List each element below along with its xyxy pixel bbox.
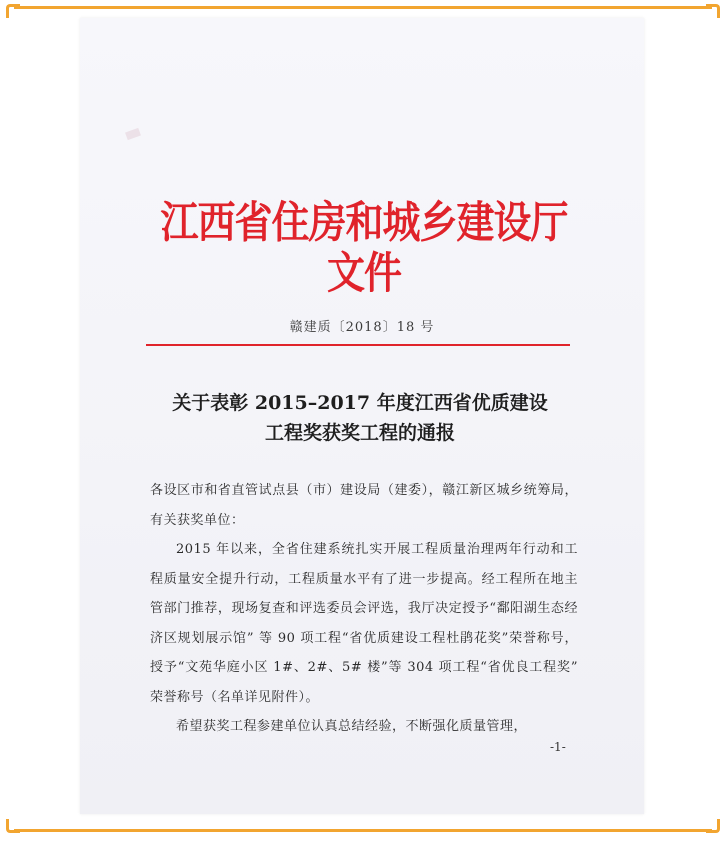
- frame-bottom-border: [14, 829, 712, 832]
- notice-title-line-2: 工程奖获奖工程的通报: [264, 422, 455, 444]
- body-paragraph-1: 2015 年以来，全省住建系统扎实开展工程质量治理两年行动和工程质量安全提升行动，工程质量水平有了进一步提高。经工程所在地主管部门推荐，现场复查和评选委员会评选，我厅决定授予“鄱阳湖生态经济区规划展示馆” 等 90 项工程“省优质建设工程杜鹃花奖”荣誉称号，授予“文苑华庭小区 1#、2#、5# 楼”等 304 项工程“省优良工程奖” 荣誉称号（名单详见附件）。: [150, 542, 578, 705]
- body-paragraph-2: 希望获奖工程参建单位认真总结经验，不断强化质量管理，: [176, 719, 528, 734]
- paper-mark: [125, 128, 141, 140]
- document-header-title: 江西省住房和城乡建设厅文件: [160, 196, 568, 299]
- page-number: -1-: [550, 740, 566, 754]
- document-body: [150, 476, 578, 742]
- frame-corner-bottom-right: [706, 819, 720, 833]
- frame-corner-top-right: [706, 4, 720, 18]
- frame-corner-top-left: [6, 4, 20, 18]
- notice-title: [140, 388, 580, 448]
- notice-title-line-1: 关于表彰 2015–2017 年度江西省优质建设: [172, 392, 548, 414]
- red-divider: [146, 344, 570, 346]
- document-number: 赣建质〔2018〕18 号: [289, 320, 435, 335]
- frame-top-border: [14, 6, 712, 9]
- addressee-paragraph: 各设区市和省直管试点县（市）建设局（建委），赣江新区城乡统筹局，有关获奖单位：: [150, 483, 578, 528]
- frame-corner-bottom-left: [6, 819, 20, 833]
- document-page: [80, 18, 644, 814]
